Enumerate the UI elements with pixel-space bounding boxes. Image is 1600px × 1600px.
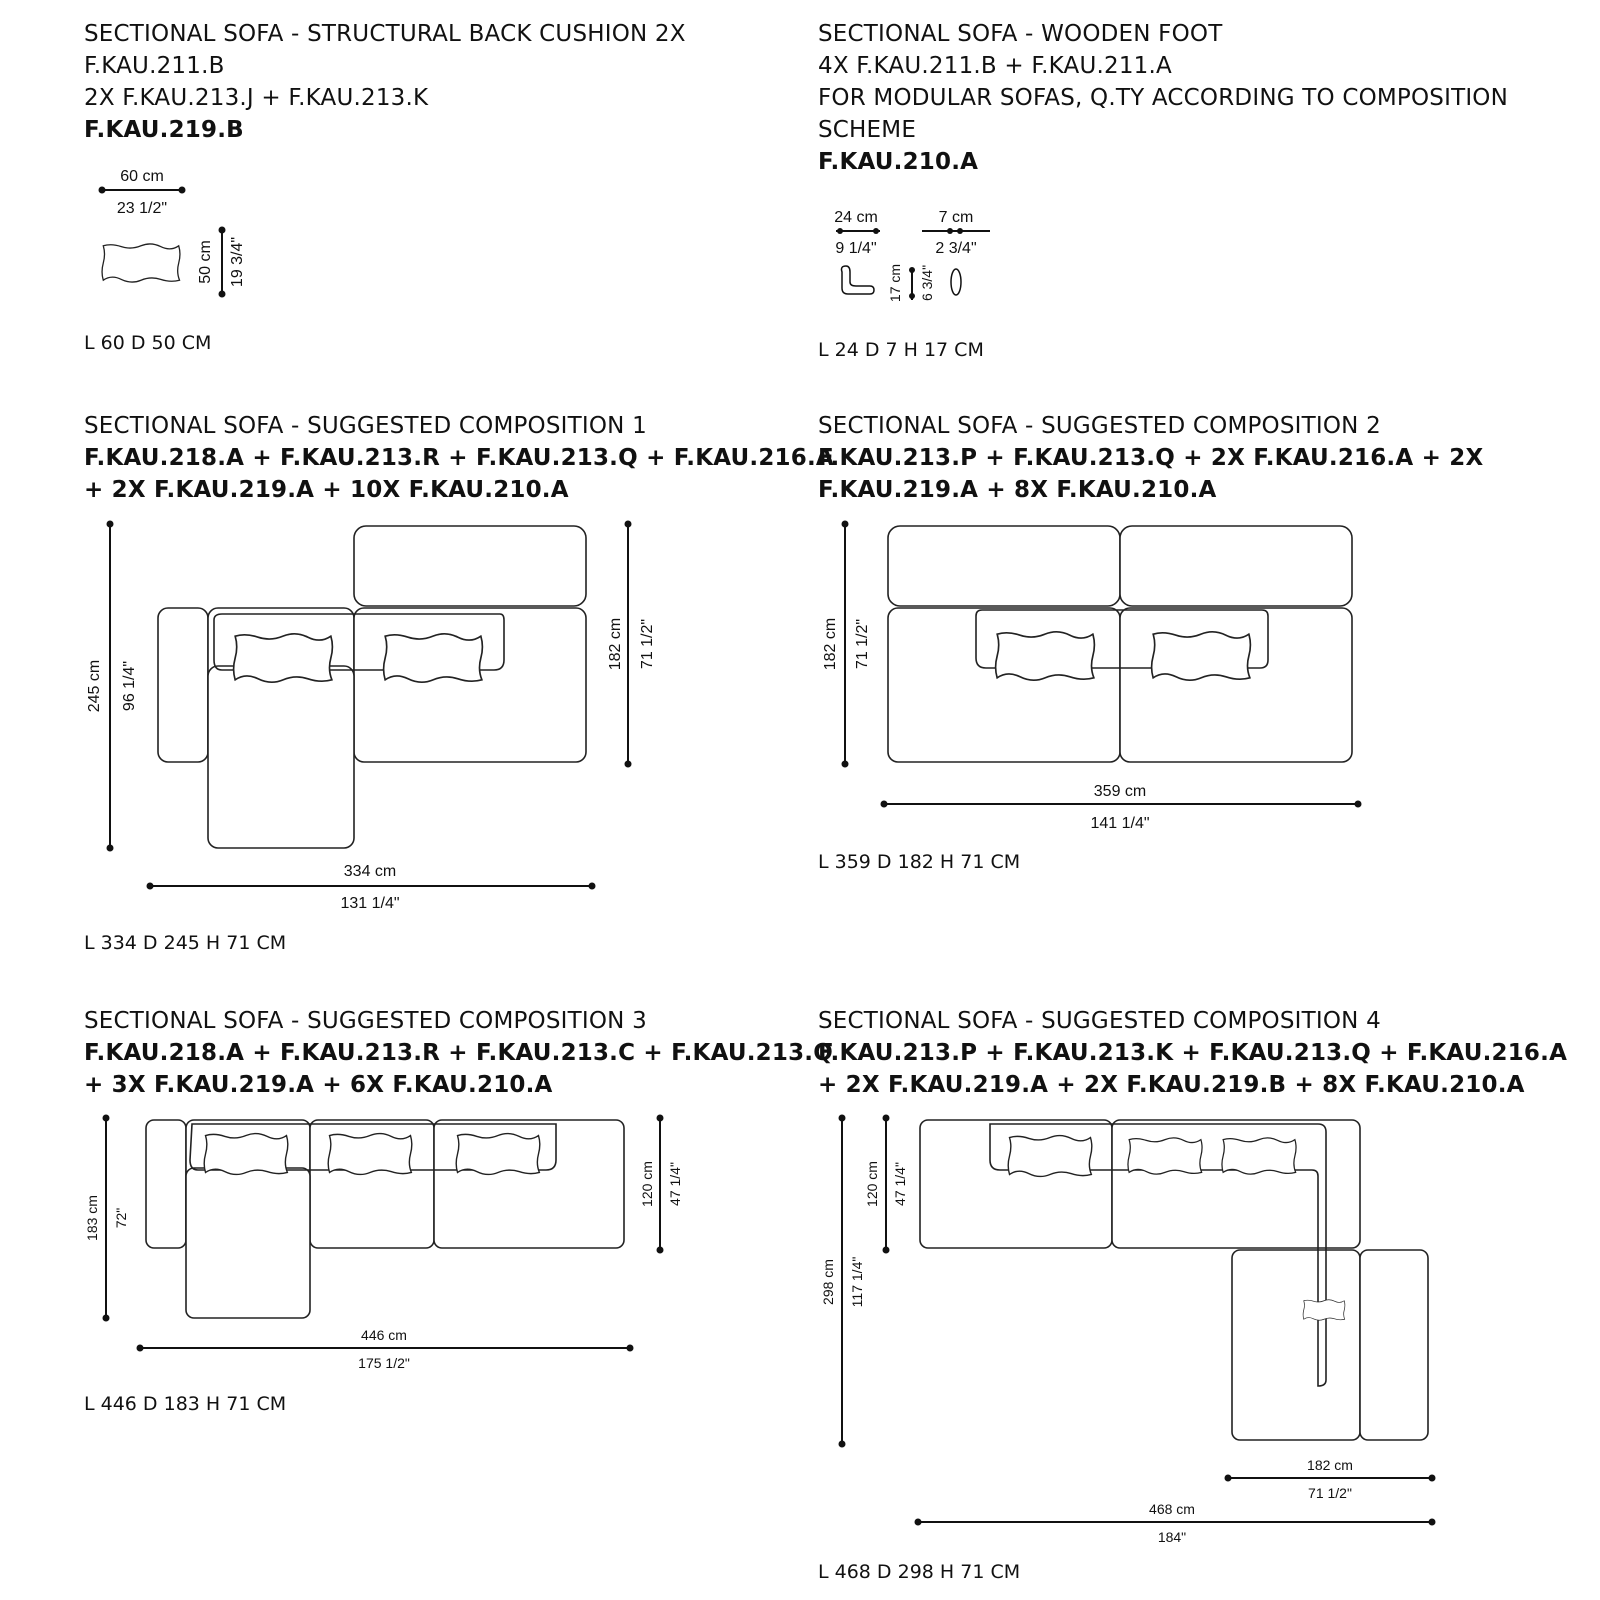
wooden-foot-drawing [834, 209, 990, 302]
comp1-chaise [208, 666, 354, 848]
comp3-code2: + 3X F.KAU.219.A + 6X F.KAU.210.A [84, 1072, 553, 1098]
comp1-width-in: 131 1/4" [340, 895, 400, 912]
comp2-summary: L 359 D 182 H 71 CM [818, 851, 1021, 873]
comp4-depth-in: 117 1/4" [849, 1256, 865, 1308]
foot-side-view [842, 266, 875, 294]
comp1-armrest [158, 608, 208, 762]
comp2-cushion-1 [996, 632, 1095, 680]
comp1-cushion-2 [384, 634, 483, 682]
wooden-foot-title: SECTIONAL SOFA - WOODEN FOOT [818, 21, 1223, 47]
comp1-back-cm: 182 cm [607, 617, 624, 671]
comp3-width-cm: 446 cm [361, 1327, 407, 1343]
comp3-width-in: 175 1/2" [358, 1355, 410, 1371]
comp4-chaise-left [1232, 1250, 1360, 1440]
comp4-cushion-3 [1222, 1138, 1296, 1174]
comp4-armrest [1360, 1250, 1428, 1440]
comp2-title: SECTIONAL SOFA - SUGGESTED COMPOSITION 2 [818, 413, 1381, 439]
wooden-foot-summary: L 24 D 7 H 17 CM [818, 339, 984, 361]
comp2-seat-right [1120, 608, 1352, 762]
comp3-summary: L 446 D 183 H 71 CM [84, 1393, 287, 1415]
comp4-width-cm: 468 cm [1149, 1501, 1195, 1517]
comp1-summary: L 334 D 245 H 71 CM [84, 932, 287, 954]
comp2-back-right [1120, 526, 1352, 606]
back-cushion-drawing [99, 168, 247, 298]
comp3-title: SECTIONAL SOFA - SUGGESTED COMPOSITION 3 [84, 1008, 647, 1034]
foot-depth-in: 2 3/4" [935, 240, 977, 257]
comp1-title: SECTIONAL SOFA - SUGGESTED COMPOSITION 1 [84, 413, 647, 439]
comp3-depth-cm: 183 cm [84, 1195, 100, 1241]
comp1-seat-right [354, 608, 586, 762]
comp1-depth-cm: 245 cm [86, 659, 103, 713]
comp4-summary: L 468 D 298 H 71 CM [818, 1561, 1021, 1583]
comp4-depth-cm: 298 cm [820, 1259, 836, 1305]
comp3-depth-in: 72" [113, 1207, 129, 1229]
comp3-back-in: 47 1/4" [667, 1162, 683, 1206]
comp1-drawing [86, 521, 656, 913]
back-cushion-code: F.KAU.219.B [84, 117, 244, 143]
foot-depth-cm: 7 cm [938, 209, 974, 226]
comp4-title: SECTIONAL SOFA - SUGGESTED COMPOSITION 4 [818, 1008, 1381, 1034]
back-cushion-shape [102, 244, 180, 282]
comp3-armrest [146, 1120, 186, 1248]
comp2-width-cm: 359 cm [1093, 783, 1147, 800]
wooden-foot-code: F.KAU.210.A [818, 149, 979, 175]
back-cushion-line3: 2X F.KAU.213.J + F.KAU.213.K [84, 85, 429, 111]
comp4-chaise-in: 71 1/2" [1308, 1485, 1352, 1501]
wooden-foot-line3: FOR MODULAR SOFAS, Q.TY ACCORDING TO COMPOSITION [818, 85, 1509, 111]
back-cushion-summary: L 60 D 50 CM [84, 332, 212, 354]
comp1-back-in: 71 1/2" [639, 618, 656, 670]
foot-length-in: 9 1/4" [835, 240, 877, 257]
comp2-depth-cm: 182 cm [822, 617, 839, 671]
comp4-drawing [820, 1115, 1436, 1546]
comp4-code1: F.KAU.213.P + F.KAU.213.K + F.KAU.213.Q + F.KAU.216.A [818, 1040, 1568, 1066]
comp2-seat-left [888, 608, 1120, 762]
comp2-code1: F.KAU.213.P + F.KAU.213.Q + 2X F.KAU.216.A + 2X [818, 445, 1484, 471]
comp2-cushion-2 [1152, 632, 1251, 680]
foot-height-in: 6 3/4" [919, 264, 935, 302]
comp2-depth-in: 71 1/2" [854, 618, 871, 670]
comp1-depth-in: 96 1/4" [121, 660, 138, 712]
comp3-cushion-2 [328, 1134, 412, 1175]
foot-length-cm: 24 cm [834, 209, 878, 226]
comp2-back-left [888, 526, 1120, 606]
comp1-width-cm: 334 cm [343, 863, 397, 880]
back-cushion-width-in: 23 1/2" [116, 200, 168, 217]
back-cushion-height-in: 19 3/4" [229, 236, 246, 288]
foot-front-view [951, 269, 961, 295]
comp3-back-cm: 120 cm [639, 1161, 655, 1207]
comp4-cushion-1 [1008, 1136, 1092, 1177]
foot-height-cm: 17 cm [887, 263, 903, 303]
comp3-cushion-3 [456, 1134, 540, 1175]
back-cushion-line2: F.KAU.211.B [84, 53, 225, 79]
comp3-code1: F.KAU.218.A + F.KAU.213.R + F.KAU.213.C + F.KAU.213.Q [84, 1040, 833, 1066]
comp1-code1: F.KAU.218.A + F.KAU.213.R + F.KAU.213.Q + F.KAU.216.A [84, 445, 834, 471]
comp2-width-in: 141 1/4" [1090, 815, 1150, 832]
wooden-foot-line4: SCHEME [818, 117, 917, 143]
back-cushion-width-cm: 60 cm [120, 168, 164, 185]
comp4-code2: + 2X F.KAU.219.A + 2X F.KAU.219.B + 8X F.KAU.210.A [818, 1072, 1525, 1098]
comp1-code2: + 2X F.KAU.219.A + 10X F.KAU.210.A [84, 477, 569, 503]
comp2-code2: F.KAU.219.A + 8X F.KAU.210.A [818, 477, 1217, 503]
back-cushion-height-cm: 50 cm [197, 240, 214, 284]
back-cushion-title: SECTIONAL SOFA - STRUCTURAL BACK CUSHION 2X [84, 21, 686, 47]
comp3-chaise [186, 1168, 310, 1318]
comp4-cushion-4 [1303, 1300, 1345, 1320]
comp4-seat-cm: 120 cm [864, 1161, 880, 1207]
comp4-width-in: 184" [1157, 1529, 1187, 1545]
comp1-back-module [354, 526, 586, 606]
comp4-seat-in: 47 1/4" [892, 1162, 908, 1206]
wooden-foot-line2: 4X F.KAU.211.B + F.KAU.211.A [818, 53, 1172, 79]
comp4-chaise-cm: 182 cm [1307, 1457, 1353, 1473]
comp3-drawing [84, 1115, 683, 1372]
comp3-cushion-1 [204, 1134, 288, 1175]
comp2-drawing [822, 521, 1362, 833]
comp1-cushion-1 [234, 634, 333, 682]
comp4-cushion-2 [1128, 1138, 1202, 1174]
